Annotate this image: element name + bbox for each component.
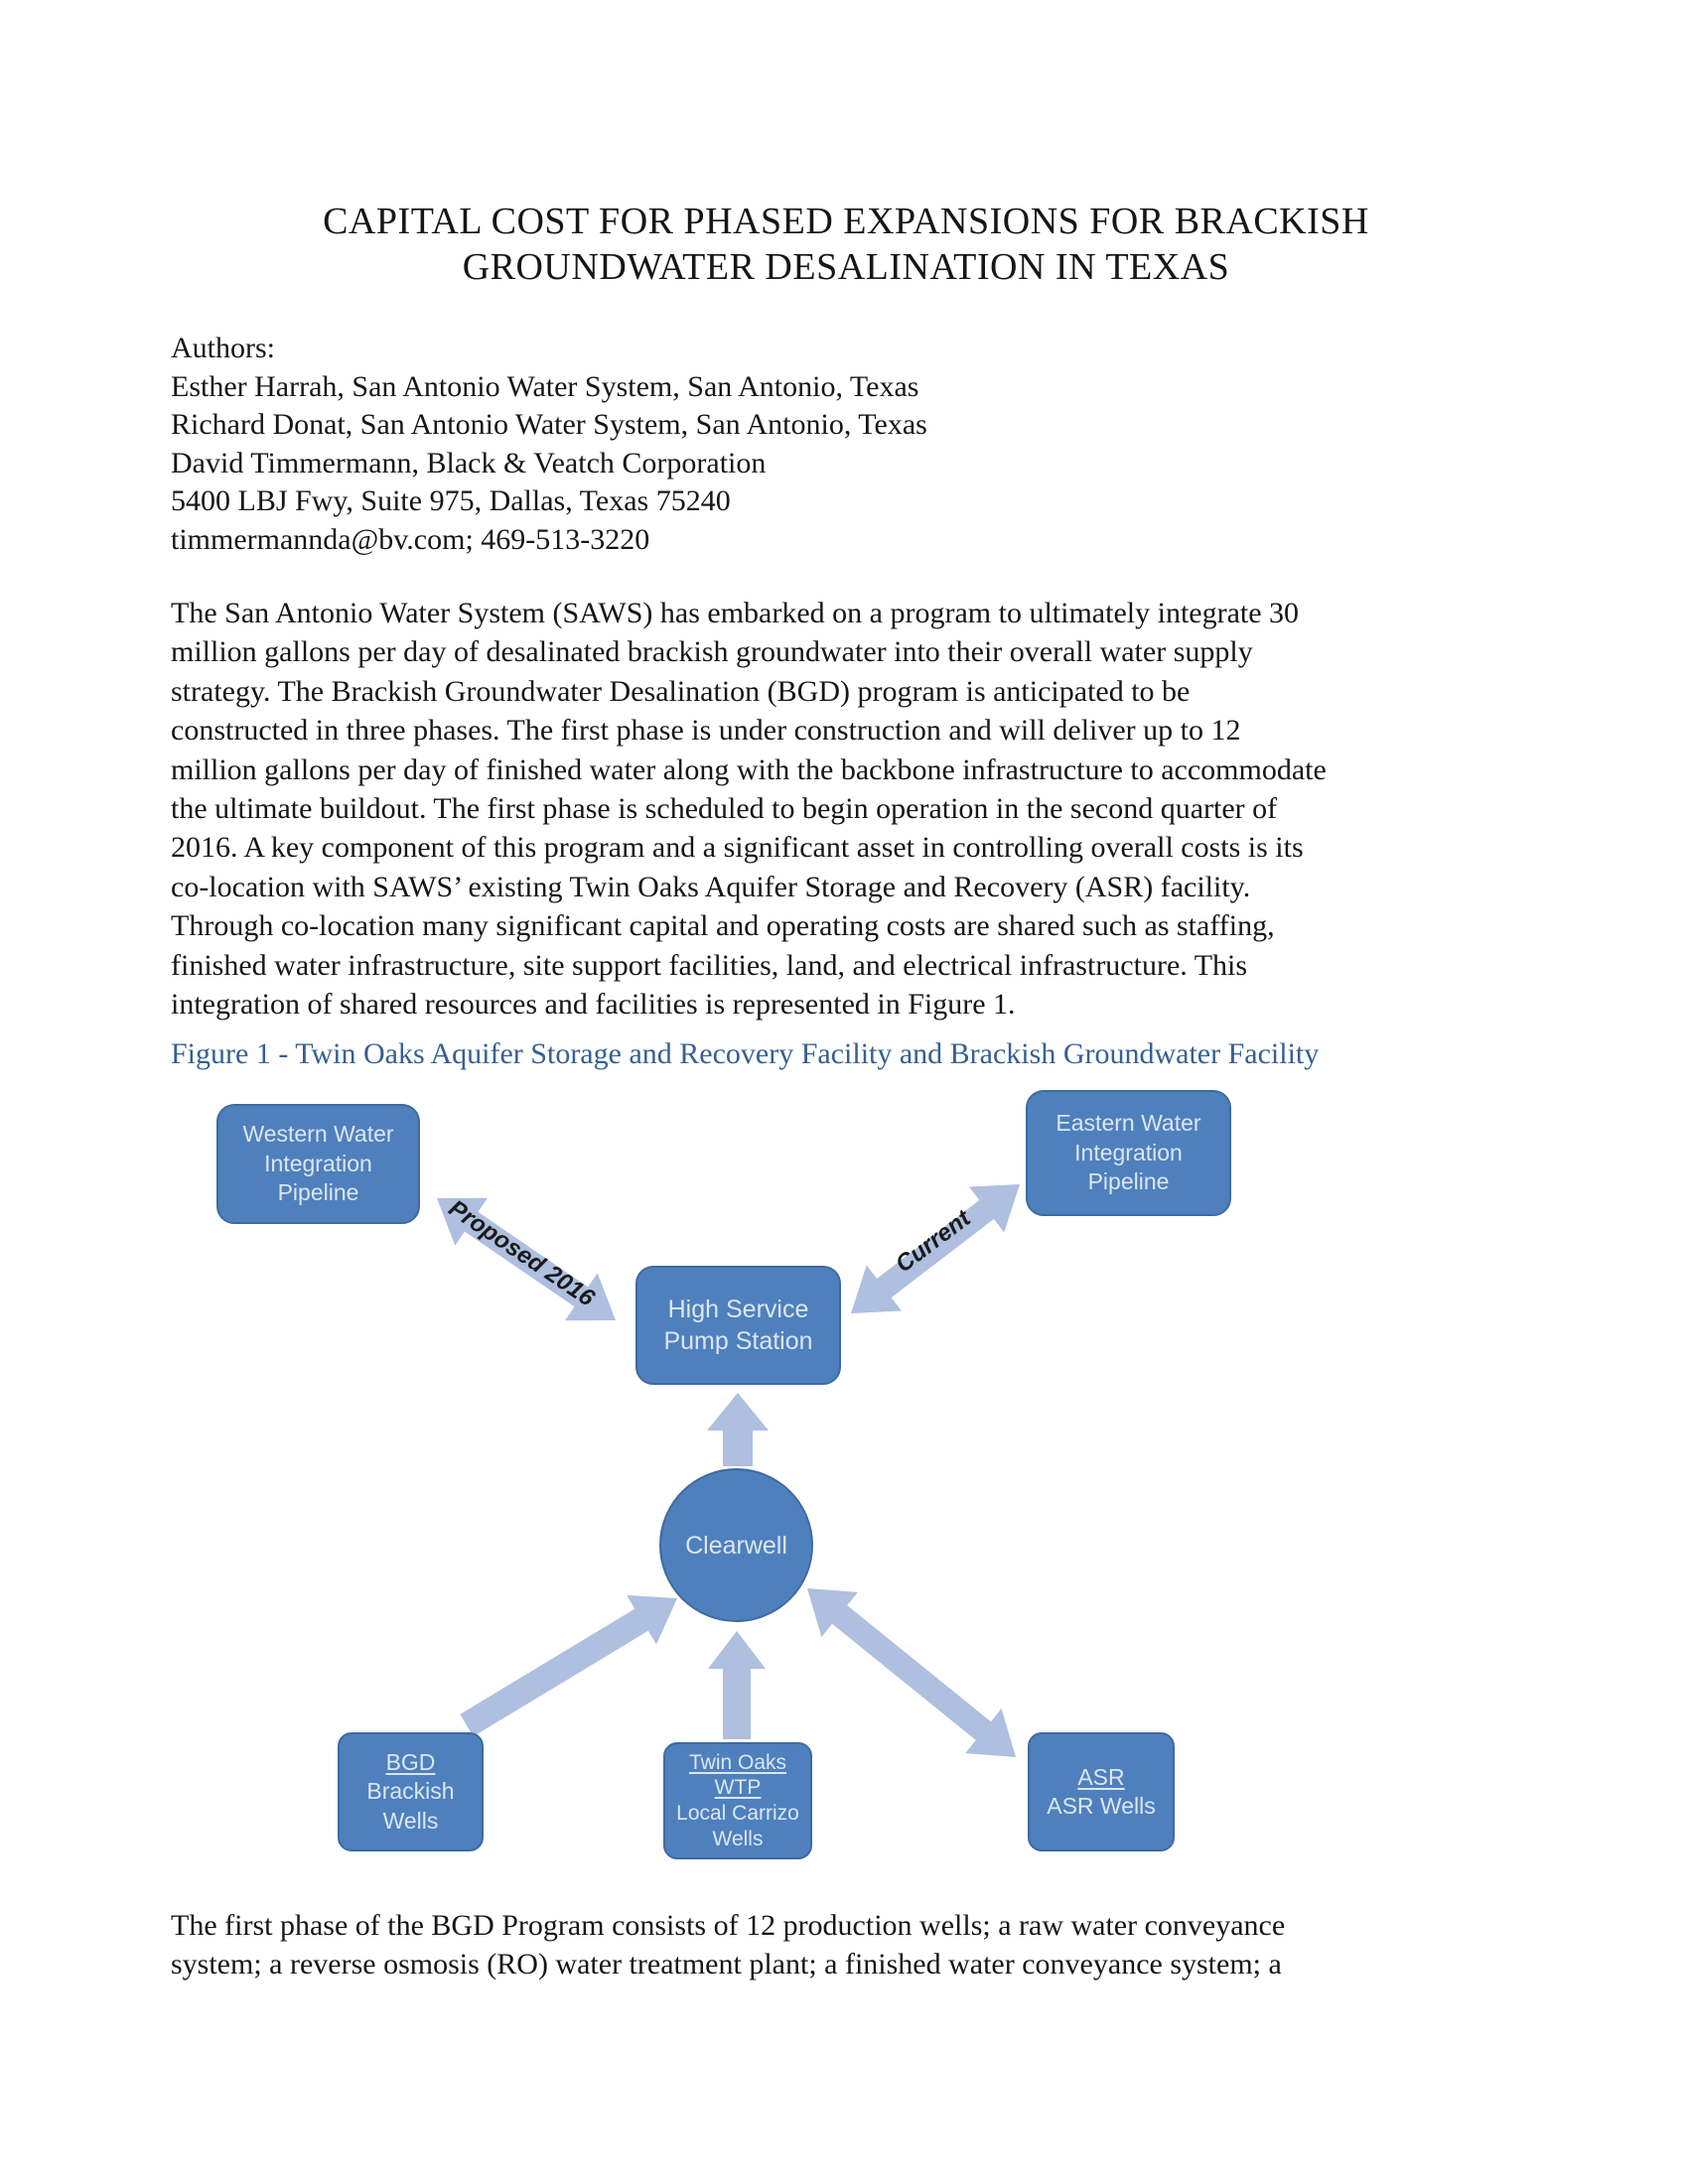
node-label-line: Pipeline — [1087, 1168, 1170, 1195]
text-line: finished water infrastructure, site support facilities, land, and electrical infrastructure. This — [171, 948, 1248, 982]
bgd-wells-to-clearwell-arrow — [460, 1595, 677, 1736]
authors-heading: Authors: — [171, 332, 275, 364]
node-high-service-pump-station — [635, 1266, 841, 1385]
text-line: timmermannda@bv.com; 469-513-3220 — [171, 522, 650, 556]
text-line: the ultimate buildout. The first phase is scheduled to begin operation in the second quarter of — [171, 792, 1278, 826]
node-label-line: Western Water — [242, 1121, 394, 1148]
node-twin-oaks-wtp-local-carrizo-wells — [663, 1742, 812, 1859]
proposed-2016-arrow-label: Proposed 2016 — [443, 1194, 600, 1312]
authors-lines — [171, 368, 927, 560]
text-line: The first phase of the BGD Program consists of 12 production wells; a raw water conveyance — [171, 1909, 1286, 1942]
node-bgd-brackish-wells — [338, 1732, 484, 1851]
text-line: Esther Harrah, San Antonio Water System, San Antonio, Texas — [171, 369, 919, 403]
node-label-line: WTP — [714, 1776, 762, 1800]
current-arrow-label: Current — [890, 1204, 976, 1279]
node-label-line: Pump Station — [663, 1327, 813, 1355]
clearwell-asr-bidirectional-arrow — [807, 1588, 1016, 1757]
text-line: Through co-location many significant capital and operating costs are shared such as staffing, — [171, 909, 1275, 943]
node-label-line: Pipeline — [277, 1179, 359, 1206]
text-line: million gallons per day of finished water along with the backbone infrastructure to accommodate — [171, 752, 1327, 786]
node-label-line: Local Carrizo — [676, 1802, 799, 1825]
figure-caption: Figure 1 - Twin Oaks Aquifer Storage and Recovery Facility and Brackish Groundwater Facility — [171, 1037, 1320, 1070]
text-line: Richard Donat, San Antonio Water System, San Antonio, Texas — [171, 408, 927, 441]
node-label-line: Clearwell — [685, 1531, 787, 1560]
node-label-line: Integration — [1074, 1139, 1183, 1165]
node-label-line: ASR Wells — [1047, 1793, 1156, 1819]
text-line: constructed in three phases. The first phase is under construction and will deliver up to 12 — [171, 714, 1241, 748]
node-label-line: High Service — [667, 1296, 809, 1323]
text-line: integration of shared resources and facilities is represented in Figure 1. — [171, 988, 1016, 1022]
text-line: 2016. A key component of this program and a significant asset in controlling overall costs is its — [171, 831, 1304, 865]
text-line: system; a reverse osmosis (RO) water treatment plant; a finished water conveyance system; a — [171, 1948, 1282, 1981]
twin-oaks-to-clearwell-arrow — [708, 1631, 766, 1739]
node-label-line: BGD — [385, 1748, 436, 1775]
title-line-1: CAPITAL COST FOR PHASED EXPANSIONS FOR BRACKISH — [323, 201, 1369, 242]
node-label-line: Eastern Water — [1055, 1110, 1201, 1137]
node-label-line: Wells — [712, 1827, 764, 1850]
node-label-line: ASR — [1077, 1763, 1125, 1790]
clearwell-to-pump-station-arrow — [707, 1393, 769, 1466]
node-label-line: Integration — [264, 1150, 372, 1176]
node-asr-wells — [1028, 1732, 1175, 1851]
document-title — [171, 199, 1521, 290]
text-line: strategy. The Brackish Groundwater Desalination (BGD) program is anticipated to be — [171, 674, 1191, 708]
text-line: million gallons per day of desalinated brackish groundwater into their overall water supply — [171, 635, 1253, 669]
figure-1-diagram — [0, 1077, 1688, 1886]
node-eastern-water-integration-pipeline — [1026, 1090, 1231, 1216]
node-label-line: Twin Oaks — [688, 1750, 787, 1774]
closing-paragraph — [171, 1906, 1285, 1984]
node-clearwell — [659, 1468, 813, 1622]
authors-block — [171, 330, 927, 559]
text-line: 5400 LBJ Fwy, Suite 975, Dallas, Texas 75240 — [171, 484, 731, 517]
title-line-2: GROUNDWATER DESALINATION IN TEXAS — [462, 246, 1230, 288]
node-label-line: Brackish Wells — [366, 1778, 455, 1834]
node-western-water-integration-pipeline — [216, 1104, 420, 1224]
intro-paragraph — [171, 594, 1327, 1024]
text-line: The San Antonio Water System (SAWS) has embarked on a program to ultimately integrate 30 — [171, 597, 1300, 629]
text-line: David Timmermann, Black & Veatch Corporation — [171, 446, 767, 479]
text-line: co-location with SAWS’ existing Twin Oaks Aquifer Storage and Recovery (ASR) facility. — [171, 870, 1251, 903]
